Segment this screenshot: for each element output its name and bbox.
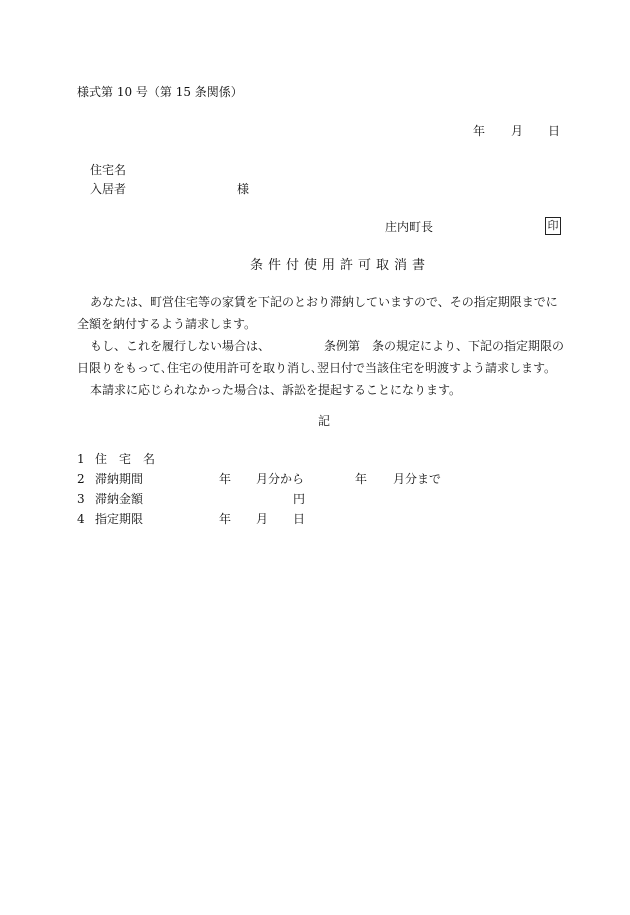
residence-label: 住宅名 bbox=[90, 163, 127, 177]
tenant-label: 入居者 bbox=[90, 182, 127, 196]
item-2-label: 滞納期間 bbox=[95, 472, 144, 486]
seal-box: 印 bbox=[545, 217, 561, 235]
item-2-year-from: 年 bbox=[219, 472, 232, 486]
item-1-number: 1 bbox=[77, 452, 85, 466]
item-3-label: 滞納金額 bbox=[95, 492, 144, 506]
item-1-label: 住 宅 名 bbox=[95, 452, 156, 466]
item-4-number: 4 bbox=[77, 512, 85, 526]
date-month: 月 bbox=[511, 124, 524, 138]
ki-heading: 記 bbox=[318, 414, 331, 428]
item-2-month-to: 月分まで bbox=[393, 472, 442, 486]
item-3-number: 3 bbox=[77, 492, 85, 506]
item-2-year-to: 年 bbox=[355, 472, 368, 486]
body-paragraph-2-part-b: 条例第 条の規定により、下記の指定期限の bbox=[324, 339, 565, 353]
body-paragraph-3: 本請求に応じられなかった場合は、訴訟を提起することになります。 bbox=[90, 383, 462, 397]
item-2-number: 2 bbox=[77, 472, 85, 486]
item-2-month-from: 月分から bbox=[256, 472, 305, 486]
body-paragraph-2-line-2: 日限りをもって､住宅の使用許可を取り消し､翌日付で当該住宅を明渡すよう請求します。 bbox=[77, 361, 557, 375]
item-4-label: 指定期限 bbox=[95, 512, 144, 526]
item-4-day: 日 bbox=[293, 512, 306, 526]
body-paragraph-1-line-1: あなたは、町営住宅等の家賃を下記のとおり滞納していますので、その指定期限までに bbox=[90, 295, 558, 309]
item-4-year: 年 bbox=[219, 512, 232, 526]
honorific: 様 bbox=[237, 182, 250, 196]
item-3-unit: 円 bbox=[293, 492, 306, 506]
document-title: 条件付使用許可取消書 bbox=[250, 258, 431, 273]
body-paragraph-2-part-a: もし、これを履行しない場合は、 bbox=[90, 339, 271, 353]
date-year: 年 bbox=[473, 124, 486, 138]
body-paragraph-1-line-2: 全額を納付するよう請求します。 bbox=[77, 317, 257, 331]
item-4-month: 月 bbox=[256, 512, 269, 526]
date-day: 日 bbox=[548, 124, 561, 138]
issuer-title: 庄内町長 bbox=[385, 220, 434, 234]
form-number: 様式第 10 号（第 15 条関係） bbox=[77, 85, 243, 99]
